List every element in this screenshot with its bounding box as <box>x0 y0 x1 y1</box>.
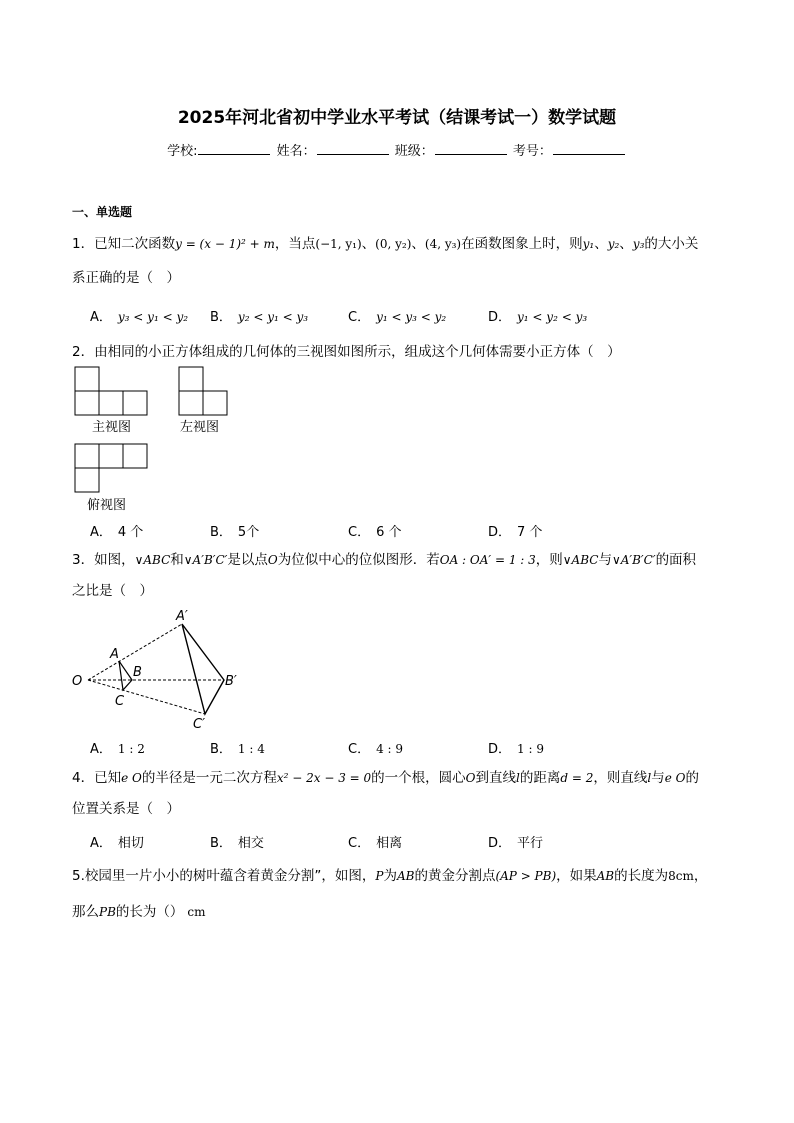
q5-text: ，如果 <box>556 868 597 884</box>
q3-triangle: ∨A′B′C′ <box>183 553 228 567</box>
q1-option-c[interactable] <box>348 306 446 325</box>
q4-text: 的 <box>685 770 699 786</box>
cube-square <box>123 391 147 415</box>
q4-text: 的一个根，圆心 <box>371 770 466 786</box>
option-text: 相离 <box>376 836 403 851</box>
class-label: 班级： <box>394 144 434 159</box>
q3-triangle: ∨ABC <box>562 553 599 567</box>
q1-formula: y = (x − 1)² + m <box>175 237 275 251</box>
q5-text: 的黄金分割点 <box>414 868 496 884</box>
cube-square <box>179 367 203 391</box>
option-text: 7 个 <box>517 525 543 540</box>
q3-point: O <box>267 553 278 567</box>
dashed-rays <box>88 624 224 714</box>
option-text: 相交 <box>237 836 264 851</box>
q4-option-c[interactable] <box>348 832 402 851</box>
q4-equation: x² − 2x − 3 = 0 <box>276 771 372 785</box>
option-text: 4 个 <box>117 525 144 540</box>
q1-option-b[interactable] <box>210 306 308 325</box>
q1-sep: 、 <box>361 236 376 252</box>
question-number: 4． <box>72 770 95 786</box>
option-label: A． <box>90 742 112 757</box>
q4-text: 已知 <box>94 770 122 786</box>
q3-homothety-figure <box>68 606 248 732</box>
q5-segment: PB <box>99 905 116 919</box>
q2-option-d[interactable] <box>488 521 542 540</box>
q3-text: 和 <box>170 552 184 568</box>
option-label: B． <box>210 525 232 540</box>
q4-text: 的半径是一元二次方程 <box>141 770 277 786</box>
question-number: 2． <box>72 344 95 360</box>
q1-point-1: (−1, y₁) <box>315 237 362 251</box>
q3-option-a[interactable] <box>90 738 145 757</box>
option-text: 1 : 9 <box>517 742 544 756</box>
q4-line: l <box>516 771 520 785</box>
option-label: A． <box>90 836 112 851</box>
cube-square <box>75 391 99 415</box>
name-label: 姓名： <box>276 144 316 159</box>
school-label: 学校: <box>167 144 198 159</box>
q4-text: 的距离 <box>519 770 561 786</box>
q1-point-3: (4, y₃) <box>424 237 462 251</box>
q4-option-d[interactable] <box>488 832 543 851</box>
q4-circle: e O <box>664 771 686 785</box>
question-number: 5. <box>72 868 85 884</box>
q4-text: 与 <box>651 770 665 786</box>
front-view-label: 主视图 <box>92 420 132 435</box>
exam-number-blank[interactable] <box>553 142 625 155</box>
option-label: C． <box>348 310 371 325</box>
q3-triangle: ∨ABC <box>134 553 171 567</box>
name-blank[interactable] <box>317 142 389 155</box>
question-4-line-1 <box>72 769 699 787</box>
q4-point: O <box>465 771 476 785</box>
question-number: 1． <box>72 236 95 252</box>
q4-text: 到直线 <box>475 770 517 786</box>
front-view <box>75 367 147 415</box>
q5-text: 的长度为 <box>614 868 669 884</box>
q3-text: 是以点 <box>227 552 268 568</box>
q3-text: 如图， <box>94 552 135 568</box>
question-number: 3． <box>72 552 95 568</box>
option-label: A． <box>90 525 112 540</box>
ray-o-c <box>88 680 205 714</box>
cube-square <box>123 444 147 468</box>
q3-text: 为位似中心的位似图形．若 <box>277 552 440 568</box>
left-view <box>179 367 227 415</box>
q4-circle: e O <box>121 771 142 785</box>
option-label: C． <box>348 742 371 757</box>
option-text: 4 : 9 <box>376 742 404 756</box>
cube-square <box>75 367 99 391</box>
question-3-line-2: 之比是（ ） <box>72 583 153 599</box>
option-label: D． <box>488 836 512 851</box>
cube-square <box>99 391 123 415</box>
q5-point: P <box>375 869 384 883</box>
option-label: D． <box>488 742 512 757</box>
label-c-prime: C′ <box>193 717 206 732</box>
q5-segment: AB <box>596 869 615 883</box>
q2-option-a[interactable] <box>90 521 143 540</box>
q1-var: y₃ <box>632 237 645 251</box>
label-b: B <box>133 665 142 680</box>
q4-distance: d = 2 <box>560 771 594 785</box>
class-blank[interactable] <box>435 142 507 155</box>
q5-text: 的长为（） <box>115 904 184 920</box>
option-label: A． <box>90 310 112 325</box>
cube-square <box>75 468 99 492</box>
student-info-line <box>0 140 794 159</box>
q1-sep: 、 <box>411 236 425 252</box>
option-text: y₁ < y₂ < y₃ <box>517 310 588 324</box>
q2-three-views-figure <box>70 364 240 514</box>
label-c: C <box>115 694 125 709</box>
option-text: 1 : 4 <box>237 742 265 756</box>
small-triangle <box>119 661 132 690</box>
option-text: 5个 <box>237 525 260 540</box>
q1-option-a[interactable] <box>90 306 188 325</box>
question-5-line-1 <box>72 867 707 885</box>
q1-text: 已知二次函数 <box>94 236 176 252</box>
option-text: 1 : 2 <box>117 742 145 756</box>
school-blank[interactable] <box>198 142 270 155</box>
q3-triangle: ∨A′B′C′ <box>611 553 656 567</box>
q5-segment: AB <box>396 869 415 883</box>
option-text: y₂ < y₁ < y₃ <box>237 310 309 324</box>
q5-unit: cm <box>187 905 206 919</box>
option-text: y₁ < y₃ < y₂ <box>376 310 447 324</box>
exam-number-label: 考号： <box>512 144 552 159</box>
exam-title: 2025年河北省初中学业水平考试（结课考试一）数学试题 <box>177 108 617 128</box>
q3-ratio: OA : OA′ = 1 : 3 <box>439 553 536 567</box>
question-3-line-1 <box>72 551 696 569</box>
top-view-label: 俯视图 <box>87 498 127 513</box>
option-label: B． <box>210 742 232 757</box>
q1-text: 的大小关 <box>644 236 699 252</box>
point-labels <box>72 609 237 732</box>
question-1-line-2: 系正确的是（ ） <box>72 270 180 286</box>
left-view-label: 左视图 <box>180 420 220 435</box>
q1-option-d[interactable] <box>488 306 587 325</box>
q1-text: ，当点 <box>274 236 316 252</box>
q3-text: 的面积 <box>655 552 697 568</box>
top-view <box>75 444 147 492</box>
large-triangle <box>182 624 224 714</box>
triangle-abc <box>119 661 132 690</box>
q4-option-b[interactable] <box>210 832 264 851</box>
question-1-line-1 <box>72 235 698 253</box>
section-title: 一、单选题 <box>72 205 133 219</box>
q4-text: ，则直线 <box>593 770 648 786</box>
q3-text: 与 <box>598 552 612 568</box>
question-5-line-2 <box>72 903 206 921</box>
cube-square <box>203 391 227 415</box>
q5-text: 为 <box>383 868 397 884</box>
question-2-line-1 <box>72 343 621 361</box>
option-label: C． <box>348 525 371 540</box>
option-label: D． <box>488 525 512 540</box>
q5-condition: (AP > PB) <box>495 869 557 883</box>
q5-text: 那么 <box>72 904 99 920</box>
label-a-prime: A′ <box>176 609 188 624</box>
triangle-a2b2c2 <box>182 624 224 714</box>
q3-option-b[interactable] <box>210 738 265 757</box>
cube-square <box>99 444 123 468</box>
q1-text: 在函数图象上时，则 <box>461 236 583 252</box>
cube-square <box>75 444 99 468</box>
option-label: B． <box>210 836 232 851</box>
option-text: 6 个 <box>376 525 402 540</box>
label-o: O <box>72 674 83 689</box>
option-label: D． <box>488 310 512 325</box>
q2-text: 由相同的小正方体组成的几何体的三视图如图所示，组成这个几何体需要小正方体（ ） <box>94 344 621 360</box>
q1-sep: 、 <box>594 236 608 252</box>
q3-option-d[interactable] <box>488 738 544 757</box>
option-text: 平行 <box>517 836 544 851</box>
cube-square <box>179 391 203 415</box>
q1-var: y₂ <box>607 237 620 251</box>
q3-option-c[interactable] <box>348 738 403 757</box>
q1-point-2: (0, y₂) <box>375 237 412 251</box>
q5-text: 校园里一片小小的树叶蕴含着黄金分割”，如图， <box>84 868 376 884</box>
option-label: B． <box>210 310 232 325</box>
q3-text: ，则 <box>535 552 563 568</box>
q2-option-c[interactable] <box>348 521 401 540</box>
q1-var: y₁ <box>582 237 595 251</box>
option-label: C． <box>348 836 371 851</box>
q5-length: 8cm <box>668 869 694 883</box>
q4-line: l <box>647 771 652 785</box>
label-b-prime: B′ <box>225 674 237 689</box>
q4-option-a[interactable] <box>90 832 144 851</box>
question-4-line-2: 位置关系是（ ） <box>72 801 180 817</box>
label-a: A <box>110 647 119 662</box>
q5-text: ， <box>693 868 708 884</box>
option-text: 相切 <box>117 836 144 851</box>
option-text: y₃ < y₁ < y₂ <box>117 310 189 324</box>
q2-option-b[interactable] <box>210 521 259 540</box>
q1-sep: 、 <box>619 236 633 252</box>
